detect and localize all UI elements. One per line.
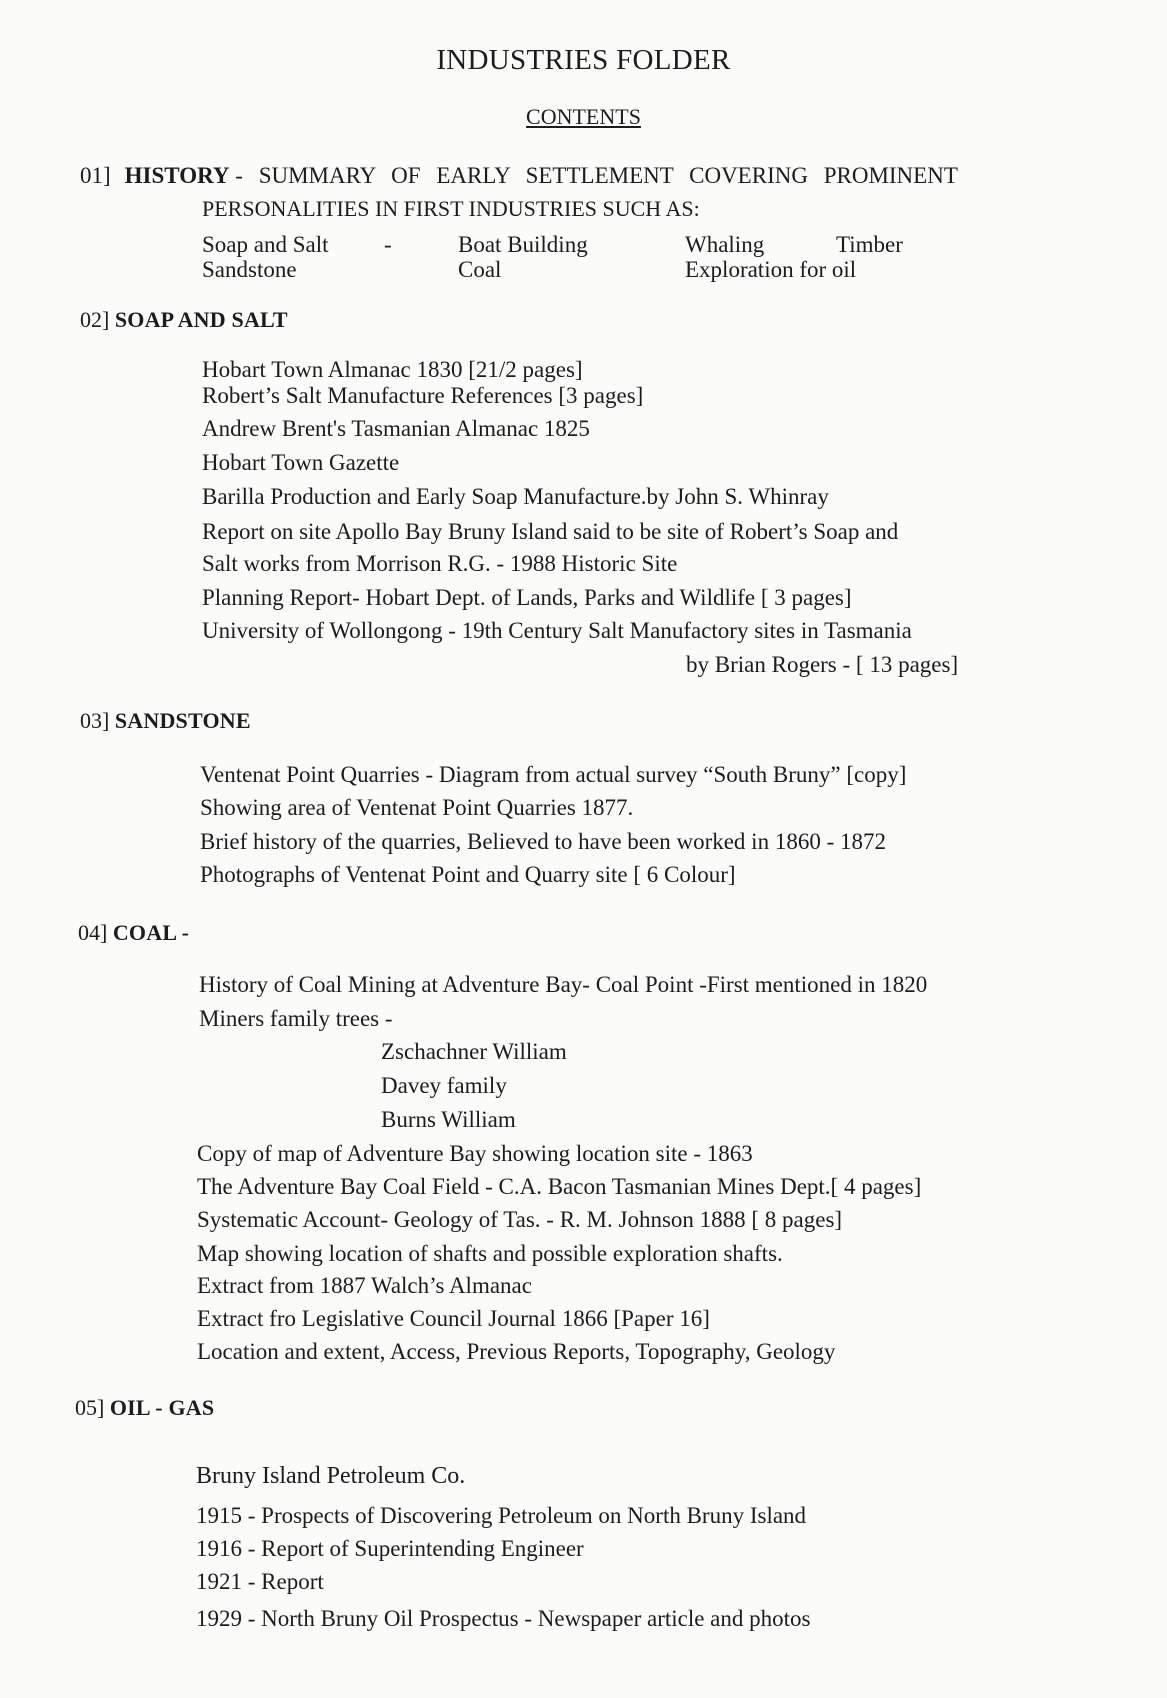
list-item: 1929 - North Bruny Oil Prospectus - Newspaper article and photos bbox=[196, 1606, 811, 1631]
history-topic-boat-building: Boat Building bbox=[458, 232, 588, 257]
list-item: Showing area of Ventenat Point Quarries 1877. bbox=[200, 795, 634, 820]
list-item: Location and extent, Access, Previous Reports, Topography, Geology bbox=[197, 1339, 836, 1364]
list-item: Copy of map of Adventure Bay showing location site - 1863 bbox=[197, 1141, 753, 1166]
section-01-desc-2: PERSONALITIES IN FIRST INDUSTRIES SUCH AS: bbox=[202, 196, 700, 221]
list-item: by Brian Rogers - [ 13 pages] bbox=[686, 652, 959, 677]
list-item: Robert’s Salt Manufacture References [3 pages] bbox=[202, 383, 644, 408]
list-item: Miners family trees - bbox=[199, 1006, 393, 1031]
list-item: The Adventure Bay Coal Field - C.A. Bacon Tasmanian Mines Dept.[ 4 pages] bbox=[197, 1174, 922, 1199]
list-item: Barilla Production and Early Soap Manufacture.by John S. Whinray bbox=[202, 484, 829, 509]
contents-heading: CONTENTS bbox=[526, 104, 641, 129]
history-topic-soap-salt: Soap and Salt bbox=[202, 232, 329, 257]
list-item: Ventenat Point Quarries - Diagram from actual survey “South Bruny” [copy] bbox=[200, 762, 907, 787]
document-title: INDUSTRIES FOLDER bbox=[436, 44, 731, 76]
section-02-title: SOAP AND SALT bbox=[114, 307, 288, 332]
list-item: Photographs of Ventenat Point and Quarry site [ 6 Colour] bbox=[200, 862, 736, 887]
list-item: Extract fro Legislative Council Journal 1866 [Paper 16] bbox=[197, 1306, 710, 1331]
list-item: Bruny Island Petroleum Co. bbox=[196, 1463, 466, 1489]
list-item: 1915 - Prospects of Discovering Petroleum on North Bruny Island bbox=[196, 1503, 807, 1528]
section-03-title: SANDSTONE bbox=[114, 708, 251, 733]
list-item: Map showing location of shafts and possible exploration shafts. bbox=[197, 1241, 783, 1266]
list-item: Brief history of the quarries, Believed to have been worked in 1860 - 1872 bbox=[200, 829, 886, 854]
section-03-number: 03] bbox=[80, 708, 110, 733]
list-item: Andrew Brent's Tasmanian Almanac 1825 bbox=[202, 416, 590, 441]
list-item: Planning Report- Hobart Dept. of Lands, Parks and Wildlife [ 3 pages] bbox=[202, 585, 852, 610]
list-item: Hobart Town Almanac 1830 [21/2 pages] bbox=[202, 357, 583, 382]
history-topic-timber: Timber bbox=[836, 232, 903, 257]
section-05-heading bbox=[75, 1395, 214, 1421]
list-item: Salt works from Morrison R.G. - 1988 Historic Site bbox=[202, 551, 678, 576]
section-04-heading bbox=[78, 920, 189, 946]
list-item: Burns William bbox=[381, 1107, 516, 1132]
section-03-heading bbox=[80, 708, 251, 734]
list-item: Systematic Account- Geology of Tas. - R. M. Johnson 1888 [ 8 pages] bbox=[197, 1207, 843, 1232]
section-04-title: COAL - bbox=[112, 920, 190, 945]
section-02-number: 02] bbox=[80, 307, 110, 332]
section-01-desc-1: - SUMMARY OF EARLY SETTLEMENT COVERING PROMINENT bbox=[235, 163, 958, 188]
list-item: 1916 - Report of Superintending Engineer bbox=[196, 1536, 584, 1561]
list-item: Zschachner William bbox=[381, 1039, 567, 1064]
section-01-title: HISTORY bbox=[124, 163, 230, 188]
history-topic-exploration-oil: Exploration for oil bbox=[685, 257, 857, 282]
section-05-title: OIL - GAS bbox=[109, 1395, 215, 1420]
list-item: Extract from 1887 Walch’s Almanac bbox=[197, 1273, 532, 1298]
list-item: 1921 - Report bbox=[196, 1569, 324, 1594]
section-01-heading bbox=[80, 163, 1080, 189]
list-item: Hobart Town Gazette bbox=[202, 450, 400, 475]
section-05-number: 05] bbox=[75, 1395, 105, 1420]
history-topic-sandstone: Sandstone bbox=[202, 257, 297, 282]
section-01-number: 01] bbox=[80, 163, 111, 188]
list-item: University of Wollongong - 19th Century Salt Manufactory sites in Tasmania bbox=[202, 618, 912, 643]
list-item: Davey family bbox=[381, 1073, 507, 1098]
list-item: Report on site Apollo Bay Bruny Island said to be site of Robert’s Soap and bbox=[202, 519, 899, 544]
history-topic-whaling: Whaling bbox=[685, 232, 765, 257]
history-topic-coal: Coal bbox=[458, 257, 502, 282]
section-02-heading bbox=[80, 307, 288, 333]
section-04-number: 04] bbox=[78, 920, 108, 945]
list-item: History of Coal Mining at Adventure Bay- Coal Point -First mentioned in 1820 bbox=[199, 972, 928, 997]
history-topic-dash: - bbox=[384, 232, 392, 257]
